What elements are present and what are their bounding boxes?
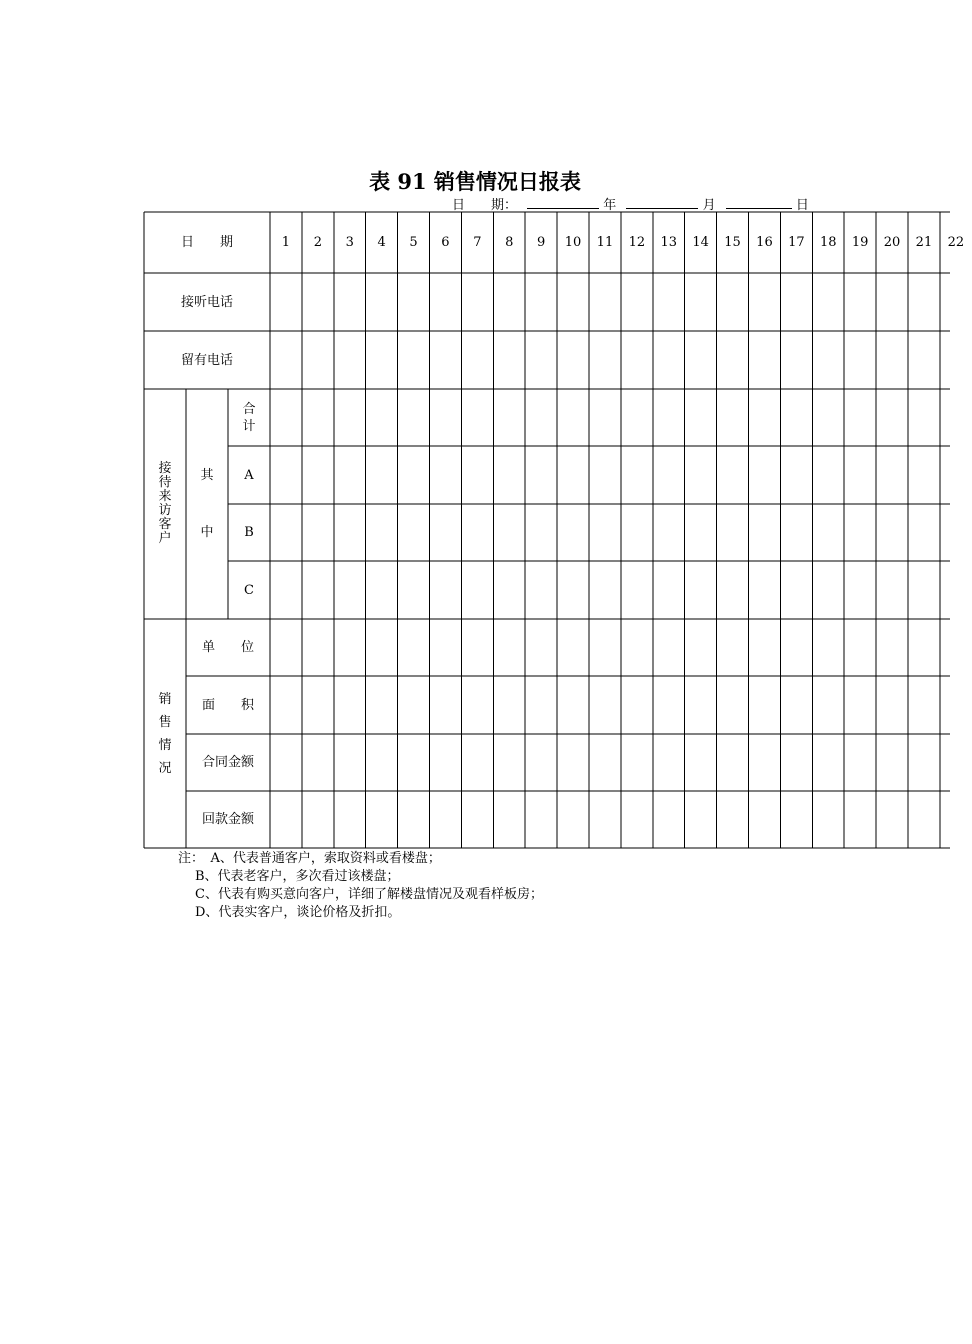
day-number-5: 5 bbox=[409, 235, 418, 250]
page-title: 表 91 销售情况日报表 bbox=[369, 169, 581, 194]
group-label-visitors-char: 访 bbox=[158, 503, 172, 518]
row-label-area: 面 积 bbox=[201, 697, 254, 713]
group-label-visitors-char: 来 bbox=[158, 489, 172, 504]
day-number-1: 1 bbox=[281, 235, 291, 250]
day-number-12: 12 bbox=[628, 235, 646, 250]
day-number-16: 16 bbox=[756, 235, 773, 250]
day-number-3: 3 bbox=[345, 235, 354, 250]
day-number-8: 8 bbox=[505, 235, 514, 250]
note-d: D、代表实客户，谈论价格及折扣。 bbox=[195, 905, 401, 920]
row-label-total bbox=[228, 389, 270, 446]
row-label-total-char: 合 bbox=[242, 401, 256, 417]
group-label-sales-char: 情 bbox=[158, 737, 172, 753]
day-number-9: 9 bbox=[536, 235, 546, 250]
group-label-visitors-char: 户 bbox=[158, 531, 172, 546]
day-number-14: 14 bbox=[692, 235, 709, 250]
day-number-17: 17 bbox=[788, 235, 805, 250]
month-label: 月 bbox=[702, 198, 716, 213]
day-number-13: 13 bbox=[660, 235, 678, 250]
row-label-payment-amount: 回款金额 bbox=[201, 812, 254, 827]
day-number-22: 22 bbox=[947, 235, 965, 250]
notes bbox=[178, 850, 543, 922]
day-number-20: 20 bbox=[883, 235, 901, 250]
month-blank[interactable] bbox=[626, 197, 698, 209]
row-label-type-b: B bbox=[244, 525, 254, 540]
group-label-sales-char: 售 bbox=[158, 714, 172, 730]
row-label-total-char: 计 bbox=[242, 418, 256, 434]
date-label: 日 期： bbox=[452, 198, 518, 213]
row-label-calls-kept: 留有电话 bbox=[180, 352, 233, 368]
year-label: 年 bbox=[603, 198, 617, 213]
row-label-type-c: C bbox=[244, 582, 254, 598]
day-number-15: 15 bbox=[724, 235, 741, 250]
day-number-4: 4 bbox=[377, 235, 386, 250]
note-b: B、代表老客户，多次看过该楼盘； bbox=[195, 869, 400, 884]
note-a: 注： A、代表普通客户，索取资料或看楼盘； bbox=[178, 851, 441, 866]
year-blank[interactable] bbox=[527, 197, 599, 209]
of-which-label-1: 其 bbox=[200, 468, 214, 483]
row-label-calls-answered: 接听电话 bbox=[180, 294, 233, 310]
group-label-visitors bbox=[144, 389, 186, 619]
day-number-18: 18 bbox=[819, 235, 837, 250]
note-c: C、代表有购买意向客户，详细了解楼盘情况及观看样板房； bbox=[195, 887, 543, 902]
group-label-visitors-char: 接 bbox=[158, 461, 172, 476]
day-number-6: 6 bbox=[441, 235, 450, 250]
day-number-7: 7 bbox=[473, 235, 482, 250]
day-number-10: 10 bbox=[564, 235, 582, 250]
date-header: 日 期 bbox=[180, 235, 233, 250]
group-label-visitors-char: 待 bbox=[158, 475, 172, 490]
row-label-units: 单 位 bbox=[201, 640, 254, 655]
row-label-type-a: A bbox=[244, 467, 254, 483]
row-label-contract-amount: 合同金额 bbox=[201, 755, 254, 770]
day-number-21: 21 bbox=[915, 235, 933, 250]
day-label: 日 bbox=[795, 198, 809, 213]
day-number-2: 2 bbox=[313, 235, 322, 250]
day-blank[interactable] bbox=[726, 197, 792, 209]
day-number-11: 11 bbox=[596, 235, 614, 250]
group-label-sales-char: 销 bbox=[158, 691, 172, 707]
group-label-sales-char: 况 bbox=[158, 760, 172, 776]
of-which-label-2: 中 bbox=[200, 525, 214, 540]
date-line bbox=[452, 194, 809, 213]
group-label-visitors-char: 客 bbox=[158, 517, 172, 532]
group-label-sales bbox=[144, 619, 186, 848]
day-number-19: 19 bbox=[851, 235, 869, 250]
